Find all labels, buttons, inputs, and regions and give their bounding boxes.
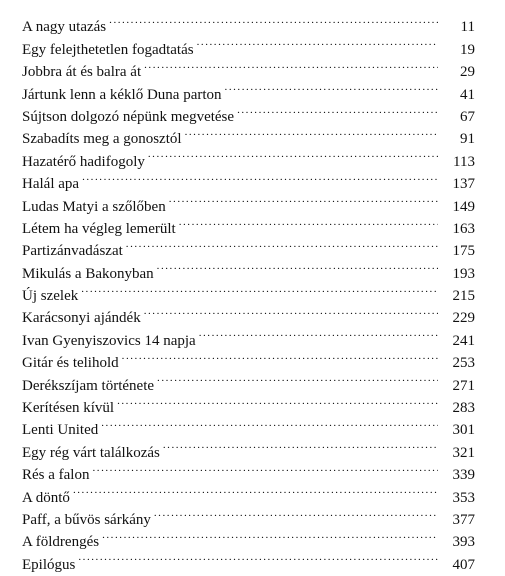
toc-entry-page: 149	[452, 198, 475, 215]
toc-entry-title: Ivan Gyenyiszovics 14 napja	[22, 332, 196, 349]
toc-entry-page: 377	[452, 511, 475, 528]
toc-entry-page: 113	[453, 153, 475, 170]
toc-entry-page: 91	[460, 131, 475, 148]
toc-entry-page: 339	[452, 467, 475, 484]
toc-entry-title: Paff, a bűvös sárkány	[22, 511, 151, 528]
toc-entry	[22, 546, 475, 573]
toc-entry-page: 215	[452, 288, 475, 305]
toc-entry-title: Jártunk lenn a kéklő Duna parton	[22, 86, 222, 103]
toc-dot-leader	[144, 54, 438, 76]
toc-entry-title: Egy felejthetetlen fogadtatás	[22, 41, 194, 58]
toc-dot-leader	[225, 76, 438, 98]
toc-entry-page: 193	[452, 265, 475, 282]
toc-entry-title: Lenti United	[22, 422, 99, 439]
toc-entry-title: Mikulás a Bakonyban	[22, 265, 154, 282]
table-of-contents	[22, 9, 475, 573]
toc-dot-leader	[102, 524, 438, 546]
toc-dot-leader	[197, 31, 438, 53]
toc-dot-leader	[154, 502, 438, 524]
toc-entry-page: 137	[452, 176, 475, 193]
toc-entry	[22, 188, 475, 215]
toc-entry-title: Halál apa	[22, 176, 80, 193]
toc-entry-page: 253	[452, 355, 475, 372]
toc-dot-leader	[199, 322, 438, 344]
toc-entry-title: Hazatérő hadifogoly	[22, 153, 145, 170]
toc-entry	[22, 9, 475, 36]
toc-entry-title: Ludas Matyi a szőlőben	[22, 198, 166, 215]
toc-dot-leader	[169, 188, 438, 210]
toc-entry-page: 67	[460, 108, 475, 125]
toc-dot-leader	[122, 345, 438, 367]
toc-entry-page: 407	[452, 556, 475, 573]
toc-entry-title: Rés a falon	[22, 467, 90, 484]
toc-dot-leader	[179, 211, 438, 233]
toc-entry-title: Gitár és telihold	[22, 355, 119, 372]
toc-entry-title: Partizánvadászat	[22, 243, 123, 260]
toc-entry	[22, 479, 475, 506]
toc-entry-title: Egy rég várt találkozás	[22, 444, 160, 461]
toc-entry-title: Derékszíjam története	[22, 377, 155, 394]
toc-entry-page: 283	[452, 400, 475, 417]
toc-entry-page: 19	[460, 41, 475, 58]
toc-dot-leader	[73, 479, 438, 501]
toc-entry-page: 321	[452, 444, 475, 461]
toc-entry-title: Sújtson dolgozó népünk megvetése	[22, 108, 235, 125]
toc-entry-page: 175	[452, 243, 475, 260]
toc-entry-page: 163	[452, 220, 475, 237]
toc-entry	[22, 502, 475, 528]
toc-entry-title: Epilógus	[22, 556, 76, 573]
toc-entry-title: Karácsonyi ajándék	[22, 310, 141, 327]
toc-entry-title: Szabadíts meg a gonosztól	[22, 131, 182, 148]
toc-dot-leader	[101, 412, 438, 434]
toc-dot-leader	[185, 121, 438, 143]
toc-entry-page: 241	[452, 332, 475, 349]
toc-dot-leader	[117, 390, 438, 412]
toc-entry-page: 393	[452, 534, 475, 551]
toc-entry	[22, 300, 475, 327]
toc-dot-leader	[109, 9, 438, 31]
toc-entry-title: Kerítésen kívül	[22, 400, 115, 417]
toc-entry	[22, 278, 475, 305]
toc-dot-leader	[78, 546, 438, 568]
toc-entry-title: A nagy utazás	[22, 19, 107, 36]
toc-dot-leader	[126, 233, 438, 255]
toc-entry-page: 301	[452, 422, 475, 439]
toc-entry-page: 11	[460, 19, 475, 36]
toc-entry-page: 271	[452, 377, 475, 394]
toc-entry-title: Jobbra át és balra át	[22, 64, 142, 81]
toc-entry-title: Új szelek	[22, 288, 79, 305]
toc-entry	[22, 166, 475, 193]
toc-dot-leader	[92, 457, 438, 479]
toc-entry-page: 353	[452, 489, 475, 506]
toc-dot-leader	[144, 300, 438, 322]
toc-dot-leader	[157, 367, 438, 389]
toc-entry-page: 41	[460, 86, 475, 103]
toc-dot-leader	[157, 255, 438, 277]
toc-entry-title: Létem ha végleg lemerült	[22, 220, 176, 237]
toc-entry-page: 29	[460, 64, 475, 81]
toc-dot-leader	[82, 166, 438, 188]
toc-dot-leader	[148, 143, 438, 165]
toc-dot-leader	[163, 434, 438, 456]
toc-dot-leader	[237, 99, 438, 121]
toc-entry-title: A döntő	[22, 489, 70, 506]
toc-entry-title: A földrengés	[22, 534, 100, 551]
toc-dot-leader	[81, 278, 438, 300]
toc-entry-page: 229	[452, 310, 475, 327]
